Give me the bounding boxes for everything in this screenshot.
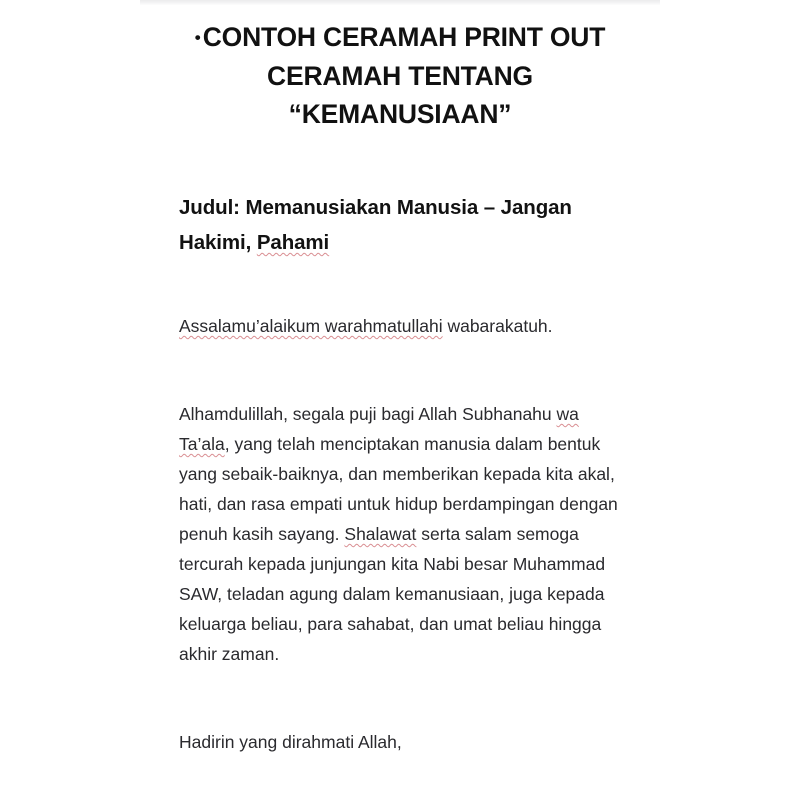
paragraph-segment-5: serta salam semoga tercurah kepada junjungan kita Nabi besar Muhammad SAW, teladan agung dalam kemanusiaan, juga kepada keluarga beliau, para sahabat, dan umat beliau hingga akhir zaman.	[179, 524, 606, 664]
heading-line-1	[150, 18, 650, 57]
document-heading	[0, 0, 800, 133]
paragraph-segment-1: Alhamdulillah, segala puji bagi Allah Subhanahu	[179, 404, 557, 424]
salutation-rest: wabarakatuh.	[442, 316, 553, 336]
paragraph-segment-3: , yang telah menciptakan manusia dalam bentuk yang sebaik-baiknya, dan memberikan kepada kita akal, hati, dan rasa empati untuk hidup berdampingan dengan penuh kasih sayang.	[179, 434, 618, 544]
salutation-misspelled-phrase: Assalamu’alaikum warahmatullahi	[179, 316, 443, 336]
paragraph-misspelled-shalawat: Shalawat	[344, 524, 417, 544]
heading-line-2: CERAMAH TENTANG	[267, 60, 533, 91]
opening-paragraph	[179, 399, 631, 669]
document-subtitle	[179, 190, 625, 260]
subtitle-misspelled-word: Pahami	[256, 231, 330, 254]
closing-address-line: Hadirin yang dirahmati Allah,	[179, 732, 402, 752]
subtitle-text: Judul: Memanusiakan Manusia – Jangan Hakimi,	[179, 196, 572, 254]
salutation-line	[179, 311, 625, 341]
paragraph-misspelled-wa-taala: wa Ta’ala	[179, 404, 579, 454]
heading-line-1-text: CONTOH CERAMAH PRINT OUT	[202, 22, 606, 52]
heading-line-3: “KEMANUSIAAN”	[288, 98, 512, 129]
bullet-icon: •	[194, 27, 201, 47]
